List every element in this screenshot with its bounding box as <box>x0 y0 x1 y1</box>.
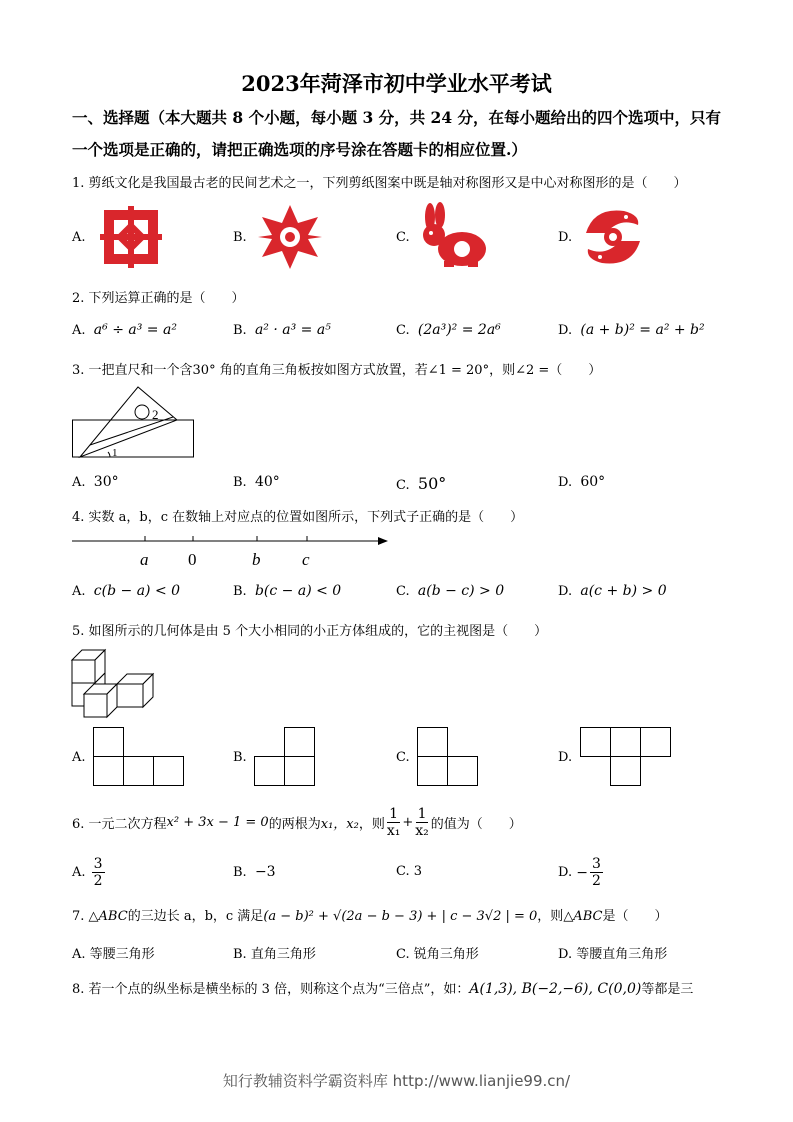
q3-ruler-triangle-figure <box>72 386 196 460</box>
papercut-snowflake-icon <box>256 203 324 271</box>
q1-option-c: C. <box>396 230 410 245</box>
q5-option-b: B. <box>233 750 247 765</box>
q3-option-c: C. 50° <box>396 474 447 493</box>
q4-option-c: C. a(b − c) > 0 <box>396 583 505 599</box>
q7-option-b: B. 直角三角形 <box>233 947 316 962</box>
q6-option-d: D. − $\frac{3}{2}$ <box>558 856 601 889</box>
q4-label-b: b <box>252 550 261 569</box>
q5-cube-solid-figure <box>72 650 156 718</box>
q3-stem: 3. 一把直尺和一个含30° 角的直角三角板按如图方式放置，若∠1 = 20°，则∠2 =（ ） <box>72 363 602 378</box>
papercut-fish-icon <box>580 203 646 271</box>
q5-option-d: D. <box>558 750 573 765</box>
section-heading-line1: 一、选择题（本大题共 8 个小题，每小题 3 分，共 24 分，在每小题给出的四个选项中，只有 <box>72 108 722 127</box>
q4-stem: 4. 实数 a，b，c 在数轴上对应点的位置如图所示，下列式子正确的是（ ） <box>72 510 524 525</box>
q6-option-c: C. 3 <box>396 864 423 879</box>
q3-option-d: D. 60° <box>558 474 606 490</box>
q5-view-a <box>93 727 185 787</box>
q3-angle1-label: 1 <box>112 447 118 459</box>
q4-label-0: 0 <box>188 550 197 569</box>
q1-option-b: B. <box>233 230 247 245</box>
page-title: 2023年菏泽市初中学业水平考试 <box>241 71 552 96</box>
q7-option-d: D. 等腰直角三角形 <box>558 947 668 962</box>
q6-option-b: B. −3 <box>233 864 276 880</box>
q4-option-d: D. a(c + b) > 0 <box>558 583 667 599</box>
section-heading-line2: 一个选项是正确的，请把正确选项的序号涂在答题卡的相应位置.） <box>72 140 527 159</box>
q5-option-a: A. <box>72 750 86 765</box>
q7-option-a: A. 等腰三角形 <box>72 947 155 962</box>
q2-option-a: A. a⁶ ÷ a³ = a² <box>72 322 177 338</box>
q4-option-a: A. c(b − a) < 0 <box>72 583 181 599</box>
q7-option-c: C. 锐角三角形 <box>396 947 479 962</box>
papercut-rabbit-icon <box>416 203 490 271</box>
q2-option-b: B. a² · a³ = a⁵ <box>233 322 331 338</box>
q5-view-b <box>254 727 316 787</box>
q8-stem: 8. 若一个点的纵坐标是横坐标的 3 倍，则称这个点为“三倍点”，如：A(1,3), B(−2,−6), C(0,0)等都是三 <box>72 981 694 997</box>
q1-option-a: A. <box>72 230 86 245</box>
q1-option-d: D. <box>558 230 573 245</box>
q5-stem: 5. 如图所示的几何体是由 5 个大小相同的小正方体组成的，它的主视图是（ ） <box>72 624 548 639</box>
footer-watermark: 知行教辅资料学霸资料库 http://www.lianjie99.cn/ <box>222 1072 571 1090</box>
q2-option-d: D. (a + b)² = a² + b² <box>558 322 705 338</box>
q7-stem: 7. △ABC的三边长 a，b，c 满足(a − b)² + √(2a − b − 3) + | c − 3√2 | = 0，则△ABC是（ ） <box>72 909 668 924</box>
q5-view-c <box>417 727 479 787</box>
q1-stem: 1. 剪纸文化是我国最古老的民间艺术之一，下列剪纸图案中既是轴对称图形又是中心对称图形的是（ ） <box>72 176 687 191</box>
q3-option-b: B. 40° <box>233 474 280 490</box>
q4-label-a: a <box>140 550 149 569</box>
q3-angle2-label: 2 <box>152 407 159 422</box>
q5-view-d <box>580 727 672 787</box>
q4-option-b: B. b(c − a) < 0 <box>233 583 342 599</box>
papercut-square-icon <box>100 206 162 268</box>
q4-number-line <box>72 530 392 570</box>
q4-label-c: c <box>302 550 310 569</box>
q3-option-a: A. 30° <box>72 474 119 490</box>
q5-option-c: C. <box>396 750 410 765</box>
q6-stem: 6. 一元二次方程 x² + 3x − 1 = 0 的两根为 x₁，x₂ ，则 $\frac{1}{\text{x₁}}$ + $\frac{1}{\text{x₂}}$ 的值为（ ） <box>72 806 522 839</box>
q2-option-c: C. (2a³)² = 2a⁶ <box>396 322 501 338</box>
q6-option-a: A. $\frac{3}{2}$ <box>72 856 103 889</box>
q2-stem: 2. 下列运算正确的是（ ） <box>72 291 245 306</box>
